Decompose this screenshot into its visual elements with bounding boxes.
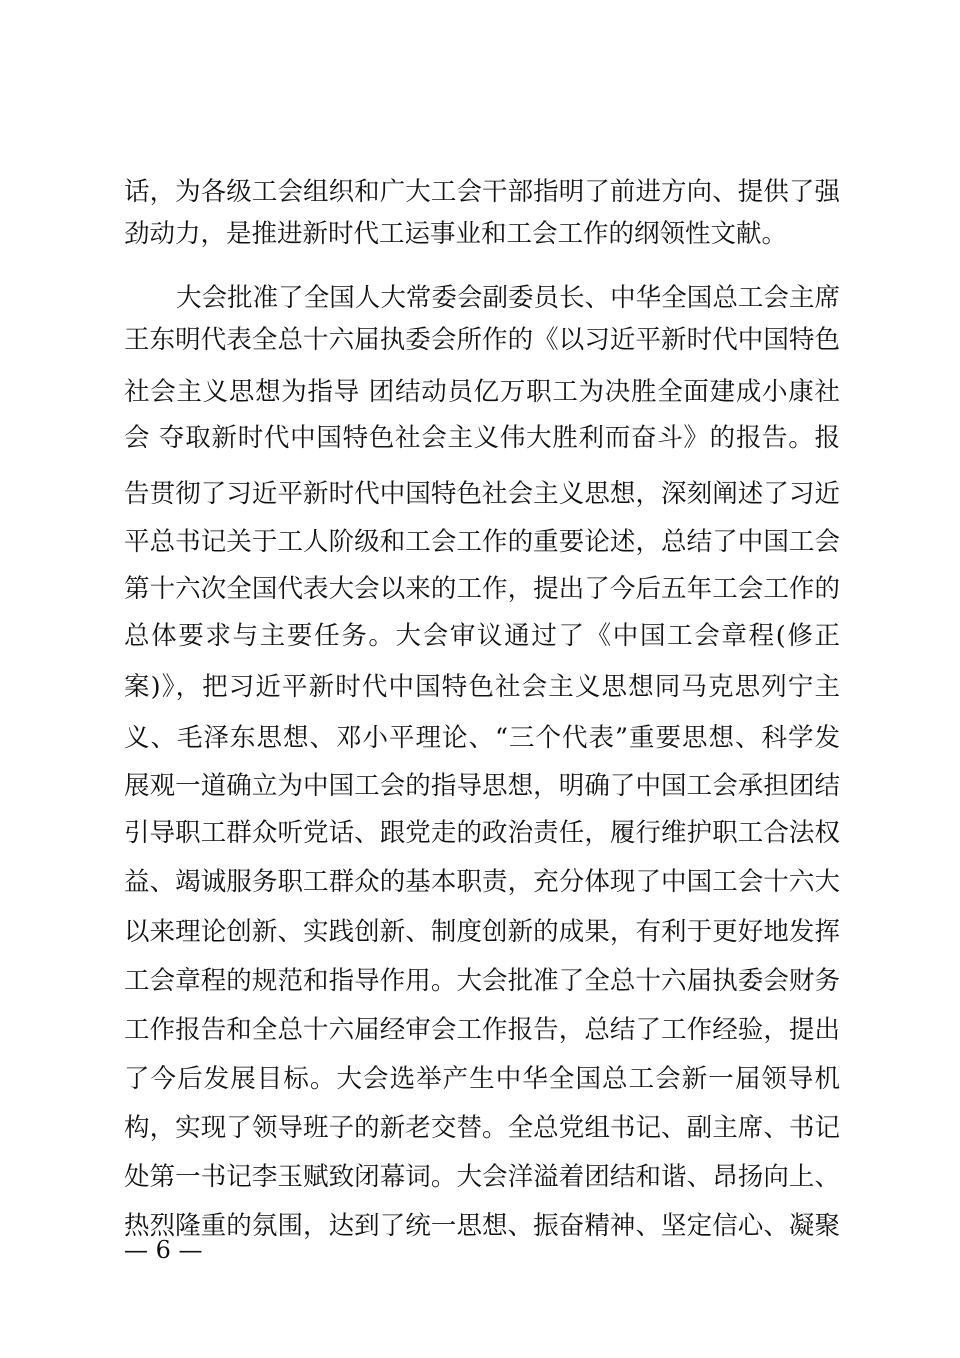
text-line: 引导职工群众听党话、跟党走的政治责任，履行维护职工合法权 xyxy=(124,818,840,848)
text-line: 平总书记关于工人阶级和工会工作的重要论述，总结了中国工会 xyxy=(124,527,840,557)
text-line: 以来理论创新、实践创新、制度创新的成果，有利于更好地发挥 xyxy=(124,917,840,947)
text-line: 王东明代表全总十六届执委会所作的《以习近平新时代中国特色 xyxy=(124,325,840,355)
text-line: 告贯彻了习近平新时代中国特色社会主义思想，深刻阐述了习近 xyxy=(124,479,840,509)
text-line: 话，为各级工会组织和广大工会干部指明了前进方向、提供了强 xyxy=(124,177,840,207)
text-line: 展观一道确立为中国工会的指导思想，明确了中国工会承担团结 xyxy=(124,771,840,801)
text-line: 了今后发展目标。大会选举产生中华全国总工会新一届领导机 xyxy=(124,1064,840,1094)
text-line: 益、竭诚服务职工群众的基本职责，充分体现了中国工会十六大 xyxy=(124,867,840,897)
text-line: 总体要求与主要任务。大会审议通过了《中国工会章程(修正 xyxy=(124,621,840,651)
text-line: 处第一书记李玉赋致闭幕词。大会洋溢着团结和谐、昂扬向上、 xyxy=(124,1162,840,1192)
text-line: 劲动力，是推进新时代工运事业和工会工作的纲领性文献。 xyxy=(124,219,788,249)
text-line: 工会章程的规范和指导作用。大会批准了全总十六届执委会财务 xyxy=(124,966,840,996)
text-line: 案)》，把习近平新时代中国特色社会主义思想同马克思列宁主 xyxy=(124,672,840,702)
text-line: 社会主义思想为指导 团结动员亿万职工为决胜全面建成小康社 xyxy=(124,377,840,407)
text-line: 工作报告和全总十六届经审会工作报告，总结了工作经验，提出 xyxy=(124,1015,840,1045)
text-line: 大会批准了全国人大常委会副委员长、中华全国总工会主席 xyxy=(176,283,840,313)
text-line: 会 夺取新时代中国特色社会主义伟大胜利而奋斗》的报告。报 xyxy=(124,423,840,453)
page-number: — 6 — xyxy=(124,1236,203,1264)
text-line: 构，实现了领导班子的新老交替。全总党组书记、副主席、书记 xyxy=(124,1113,840,1143)
text-line: 第十六次全国代表大会以来的工作，提出了今后五年工会工作的 xyxy=(124,574,840,604)
text-line: 热烈隆重的氛围，达到了统一思想、振奋精神、坚定信心、凝聚 xyxy=(124,1211,840,1241)
text-line: 义、毛泽东思想、邓小平理论、“三个代表”重要思想、科学发 xyxy=(124,723,840,753)
